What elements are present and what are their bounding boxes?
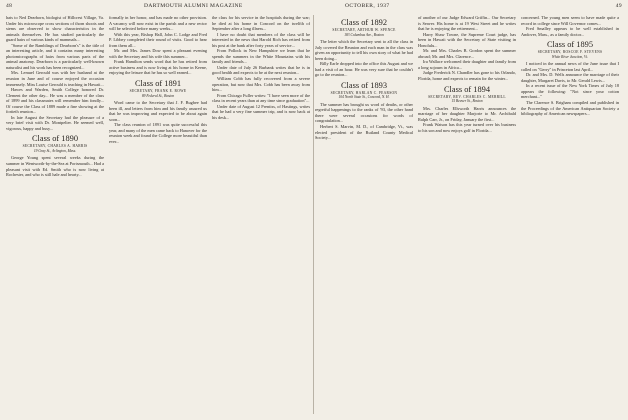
- page-number-left: 48: [6, 3, 13, 9]
- secretary-line: SECRETARY, FRANK E. ROWE: [129, 89, 187, 94]
- paragraph: The Clarence S. Brigham compiled and published in the Proceedings of the American Antiquarian Society a bibliography of American newspapers...: [521, 100, 619, 117]
- paragraph: Mr. and Mrs. James Dow spent a pleasant evening with the Secretary and his wife this summer...: [109, 48, 207, 59]
- paragraph: The letter which the Secretary sent to all the class in July covered the Reunion and each man in the class was given an opportunity to tell his own story of what he had been doing...: [315, 39, 413, 61]
- running-title: DARTMOUTH ALUMNI MAGAZINE: [144, 3, 243, 9]
- paragraph: In late August the Secretary had the pleasure of a very brief visit with Dr. Montpelier. He seemed well, vigorous, happy and busy...: [6, 114, 104, 131]
- text-column-3: [212, 15, 310, 417]
- paragraph: Fred Smalley appears to be well established in Andover, Mass., as a family doctor...: [521, 26, 619, 37]
- secretary-address: 104 North State St., Concord, N. H.: [338, 95, 390, 100]
- secretary-line: SECRETARY, ROSCOE F. STEVENS: [537, 50, 603, 55]
- paragraph: Dr. and Mrs. D. Wells announce the marriage of their daughter, Margaret Davis, to Mr. Gerald Lewis...: [521, 72, 619, 83]
- secretary-address: 183 Columbus Ave., Boston: [344, 32, 384, 37]
- running-date: OCTOBER, 1937: [345, 3, 390, 9]
- paragraph: With this year, Bishop Hall, John C. Lodge and Fred P. Libbey completed their round of visits. Good to hear from them all...: [109, 31, 207, 48]
- secretary-address: 19 Gray St., Arlington, Mass.: [33, 148, 77, 153]
- paragraph: Harry Shaw Towne, the Supreme Court judge, has been in Hawaii with the Secretary of State visiting in Honolulu...: [418, 31, 516, 48]
- paragraph: From Pollock in New Hampshire we learn that he spends the summers in the White Mountains with his family and friends...: [212, 48, 310, 65]
- secretary-line: SECRETARY, REV. CHARLES C. MERRILL: [428, 94, 506, 99]
- text-column-5: [418, 15, 516, 417]
- paragraph: Mrs. Lemuel Gerould was with her husband at the reunion in June and of course enjoyed the occasion immensely. Miss Louise Gerould is teaching in Hawaii...: [6, 70, 104, 87]
- paragraph: formally in her honor, and has made no other provision. A vacancy will now exist in the parish and a new rector will be selected before many weeks...: [109, 15, 207, 32]
- paragraph: The summer has brought us word of deaths, or other regretful happenings to the ranks of '93, the other hand there were several occasions for words of congratulation...: [315, 101, 413, 124]
- paragraph: I noticed in the annual news of the June issue that I called on "Gerry" in Princeton last April...: [521, 61, 619, 72]
- secretary-line: SECRETARY, CHARLES A. HARRIS: [22, 144, 88, 149]
- class-heading: Class of 1893: [340, 80, 388, 90]
- paragraph: Billy Earle dropped into the office this August and we had a visit of an hour. He was very sure that he couldn't go to the reunion...: [315, 61, 413, 78]
- secretary-line: SECRETARY, HARLAN C. PEARSON: [330, 90, 398, 95]
- text-column-2: [109, 15, 207, 417]
- columns-container: [6, 15, 622, 417]
- paragraph: From Chicago Fuller writes: "I have seen more of the class in recent years than at any time since graduation"...: [212, 92, 310, 104]
- paragraph: George Young spent several weeks during the summer in Wentworth-by-the-Sea at Portsmouth... Had a pleasant visit with Ed. Smith who is now living at Rochester, and who is still hale and hearty...: [6, 155, 104, 178]
- text-column-1: [6, 15, 104, 417]
- class-heading: Class of 1891: [134, 79, 182, 89]
- text-column-4: [315, 15, 413, 417]
- secretary-address: 89 Federal St., Boston: [141, 93, 175, 98]
- page-gutter: [313, 15, 314, 414]
- paragraph: Frank Hamilton sends word that he has retired from active business and is now living at his home in Keene, enjoying the leisure that he has so well earned...: [109, 59, 207, 76]
- paragraph: hats to Ned Dearborn, biologist of Hillcrest Village, Va. Under his microscope cross sections of thorn shoots and stems are observed to show characteristics in the animals themselves. He has studied particularly the guard hairs of various kinds of mammals...: [6, 15, 104, 43]
- paragraph: I have no doubt that members of the class will be interested in the news that Harold Rich has retired from his post at the bank after forty years of service...: [212, 31, 310, 48]
- paragraph: In a recent issue of the New York Times of July 18 appears the following: "Not since your cotton merchant...": [521, 83, 619, 100]
- class-heading: Class of 1895: [546, 40, 594, 50]
- page-number-right: 49: [615, 3, 622, 9]
- paragraph: Under date of August 12 Prentiss, of Hastings, writes that he had a very fine summer trip, and is now back at his desk...: [212, 103, 310, 120]
- secretary-address: 15 Beaver St., Boston: [451, 99, 483, 104]
- secretary-line: SECRETARY, ARTHUR W. SPENCE: [332, 28, 396, 32]
- paragraph: William Cobb has fully recovered from a severe operation, but now that Mrs. Cobb has been away from him...: [212, 76, 310, 93]
- paragraph: Word came to the Secretary that J. F. Bugbee had been ill, and letters from him and his family assured us that he was improving and expected to be about again soon...: [109, 100, 207, 122]
- paragraph: Mr. and Mrs. Charles B. Gordon spent the summer abroad; Mr. and Mrs. Clarence...: [418, 48, 516, 59]
- class-heading: Class of 1894: [443, 84, 491, 94]
- paragraph: the class for his service in the hospitals during the war; he died at his home in Concord on the twelfth of September after a long illness...: [212, 15, 310, 32]
- paragraph: Judge Frederick N. Chandler has gone to his Orlando, Florida, home and expects to remain for the winter...: [418, 70, 516, 82]
- paragraph: of another of our Judge Edward Griffin... Our Secretary is Seaver. His home is at 19 West Street and he writes that he is enjoying the retirement...: [418, 15, 516, 32]
- paragraph: Frank Watson has this year turned over his business to his son and now enjoys golf in Florida...: [418, 122, 516, 133]
- paragraph: concerned. The young men seem to have made quite a record in college since Will Governor comes...: [521, 15, 619, 26]
- paragraph: Hawes and Warden, Smith College honored Dr. Clement the other day... He was a member of the class of 1899 and his classmates will remember him fondly... Of course the Class of 1889 made a fine showing at the fortieth reunion...: [6, 87, 104, 115]
- paragraph: Herbert S. Marvin, M. D., of Cambridge, Vt., was elected president of the Rutland County Medical Society...: [315, 124, 413, 141]
- page-header: [6, 3, 622, 13]
- class-heading: Class of 1892: [340, 18, 388, 27]
- class-heading: Class of 1890: [31, 134, 79, 144]
- paragraph: Mrs. Charles Ellsworth Harris announces the marriage of her daughter Marjorie to Mr. Archibald Ralph Carr, Jr., on Friday, January the first...: [418, 105, 516, 122]
- paragraph: "Some of the Ramblings of Dearborn's" is the title of an interesting article, and it contains many interesting photomicrographs of hairs from various parts of the animal anatomy. Dearborn is a particularly well-known naturalist and his work has been recognized...: [6, 42, 104, 70]
- text-column-6: [521, 15, 619, 417]
- paragraph: Under date of July 26 Burbank writes that he is in good health and expects to be at the next reunion...: [212, 64, 310, 76]
- paragraph: The class reunion of 1891 was quite successful this year, and many of the men came back to Hanover for the reunion week and found the College more beautiful than ever...: [109, 122, 207, 144]
- paragraph: Ira Wallace welcomed their daughter and family from a long sojourn in Africa...: [418, 59, 516, 70]
- secretary-address: White River Junction, Vt.: [551, 54, 589, 59]
